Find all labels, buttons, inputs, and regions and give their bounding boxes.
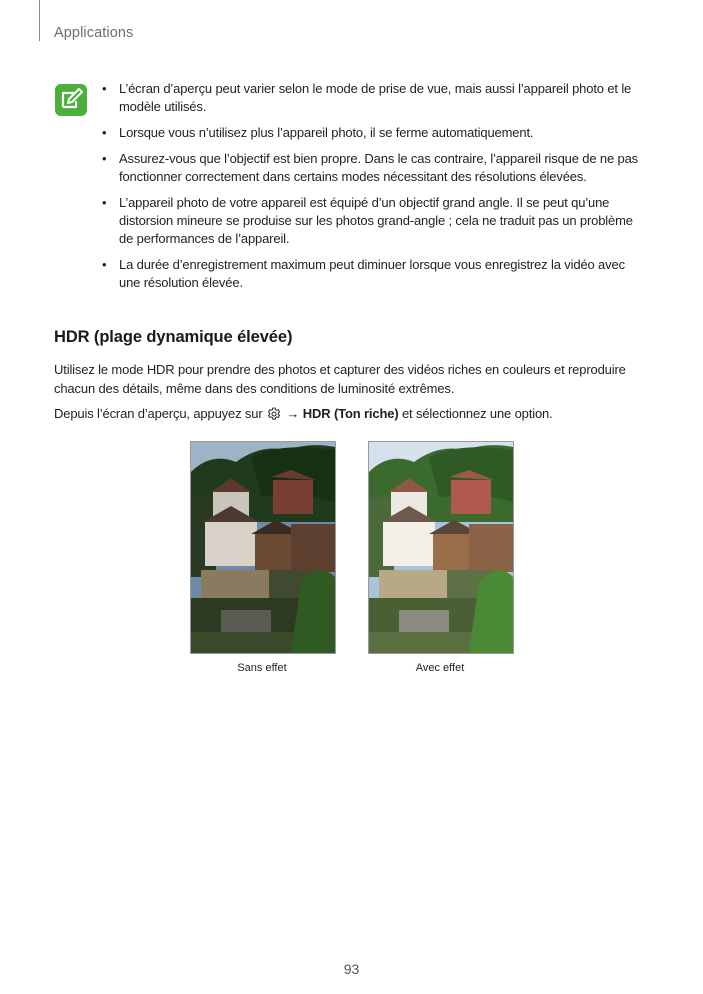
- list-item: [102, 80, 647, 116]
- page-number: 93: [343, 961, 360, 977]
- intro-paragraph: Utilisez le mode HDR pour prendre des photos et capturer des vidéos riches en couleurs et reproduire chacun des détails, même dans des conditions de luminosité extrêmes.: [54, 362, 626, 396]
- list-item: [102, 150, 647, 186]
- note-text: L’écran d’aperçu peut varier selon le mode de prise de vue, mais aussi l’appareil photo et le modèle utilisés.: [119, 81, 632, 114]
- caption-with-effect: Avec effet: [415, 662, 465, 674]
- list-item: [102, 194, 647, 248]
- instruction-before: Depuis l’écran d’aperçu, appuyez sur: [54, 406, 263, 421]
- note-pencil-icon: [54, 83, 88, 117]
- margin-rule: [39, 0, 40, 41]
- instruction-after: et sélectionnez une option.: [401, 406, 553, 421]
- photo-with-effect: [368, 441, 514, 654]
- photo-without-effect: [190, 441, 336, 654]
- bullet: •: [102, 257, 107, 272]
- section-label: Applications: [54, 25, 134, 41]
- village-photo-dark: [191, 442, 335, 653]
- note-text: La durée d’enregistrement maximum peut diminuer lorsque vous enregistrez la vidéo avec une résolution élevée.: [119, 257, 625, 290]
- arrow: →: [286, 406, 300, 421]
- note-text: Assurez-vous que l’objectif est bien propre. Dans le cas contraire, l’appareil risque de ne pas fonctionner correctement dans certains modes nécessitant des résolutions élevées.: [119, 151, 639, 184]
- caption-without-effect: Sans effet: [237, 662, 287, 674]
- bullet: •: [102, 81, 107, 96]
- section-heading: HDR (plage dynamique élevée): [54, 328, 293, 346]
- list-item: [102, 124, 647, 142]
- bullet: •: [102, 195, 107, 210]
- note-text: L’appareil photo de votre appareil est équipé d’un objectif grand angle. Il se peut qu’une distorsion mineure se produise sur les photos grand-angle ; cela ne traduit pas un problème de performances de l’appareil.: [119, 195, 633, 246]
- bullet: •: [102, 151, 107, 166]
- bullet: •: [102, 125, 107, 140]
- settings-gear-icon: [267, 407, 281, 421]
- instruction-paragraph: [54, 404, 654, 423]
- hdr-option-label: HDR (Ton riche): [302, 406, 399, 421]
- note-list: [102, 80, 647, 300]
- list-item: [102, 256, 647, 292]
- village-photo-bright: [369, 442, 513, 653]
- note-text: Lorsque vous n’utilisez plus l’appareil photo, il se ferme automatiquement.: [119, 125, 534, 140]
